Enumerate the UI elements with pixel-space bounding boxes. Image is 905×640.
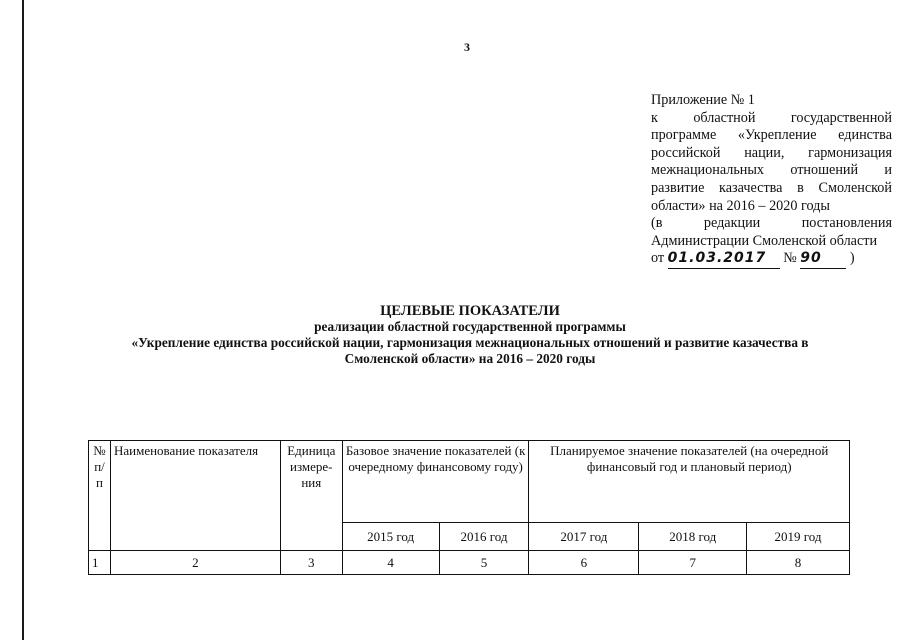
- header-unit: Единица измере-ния: [280, 441, 342, 551]
- document-title: [40, 303, 900, 367]
- appendix-line: межнациональных отношений и: [651, 162, 892, 179]
- appendix-line: (в редакции постановления: [651, 215, 892, 232]
- appendix-line: российской нации, гармонизация: [651, 144, 892, 161]
- from-prefix: от: [651, 250, 665, 267]
- date-blank: [668, 250, 780, 269]
- table-header-row: [89, 441, 850, 523]
- closing-paren: ): [849, 250, 855, 267]
- year-cell: 2018 год: [639, 523, 747, 551]
- year-cell: 2015 год: [342, 523, 439, 551]
- title-line-3: «Укрепление единства российской нации, гармонизация межнациональных отношений и развитие казачества в: [131, 335, 809, 350]
- column-number-cell: 6: [529, 551, 639, 575]
- header-planned: Планируемое значение показателей (на очередной финансовый год и плановый период): [529, 441, 850, 523]
- column-number-cell: 1: [89, 551, 111, 575]
- handwritten-number: 90: [800, 250, 822, 267]
- appendix-block: [651, 92, 892, 269]
- appendix-line: Приложение № 1: [651, 92, 755, 108]
- year-cell: 2017 год: [529, 523, 639, 551]
- appendix-line: развитие казачества в Смоленской: [651, 179, 892, 196]
- number-blank: [800, 250, 846, 269]
- handwritten-date: 01.03.2017: [667, 250, 767, 267]
- appendix-line: области» на 2016 – 2020 годы: [651, 197, 830, 214]
- column-number-cell: 3: [280, 551, 342, 575]
- title-line-2: реализации областной государственной программы: [314, 319, 626, 334]
- title-line-1: ЦЕЛЕВЫЕ ПОКАЗАТЕЛИ: [380, 303, 560, 319]
- title-line-4: Смоленской области» на 2016 – 2020 годы: [344, 351, 596, 366]
- header-name: Наименование показателя: [110, 441, 280, 551]
- header-num: № п/п: [89, 441, 111, 551]
- appendix-line: программе «Укрепление единства: [651, 127, 892, 144]
- table-row: [89, 551, 850, 575]
- scan-edge-line: [22, 0, 24, 640]
- column-number-cell: 8: [747, 551, 850, 575]
- number-prefix: №: [783, 250, 797, 267]
- column-number-cell: 7: [639, 551, 747, 575]
- header-base: Базовое значение показателей (к очередному финансовому году): [342, 441, 529, 523]
- appendix-date-line: [651, 250, 892, 269]
- targets-table: [88, 440, 850, 575]
- page-number: 3: [464, 40, 470, 54]
- column-number-cell: 5: [439, 551, 529, 575]
- column-number-cell: 2: [110, 551, 280, 575]
- appendix-line: Администрации Смоленской области: [651, 232, 878, 249]
- appendix-line: к областной государственной: [651, 109, 892, 126]
- year-cell: 2019 год: [747, 523, 850, 551]
- year-cell: 2016 год: [439, 523, 529, 551]
- column-number-cell: 4: [342, 551, 439, 575]
